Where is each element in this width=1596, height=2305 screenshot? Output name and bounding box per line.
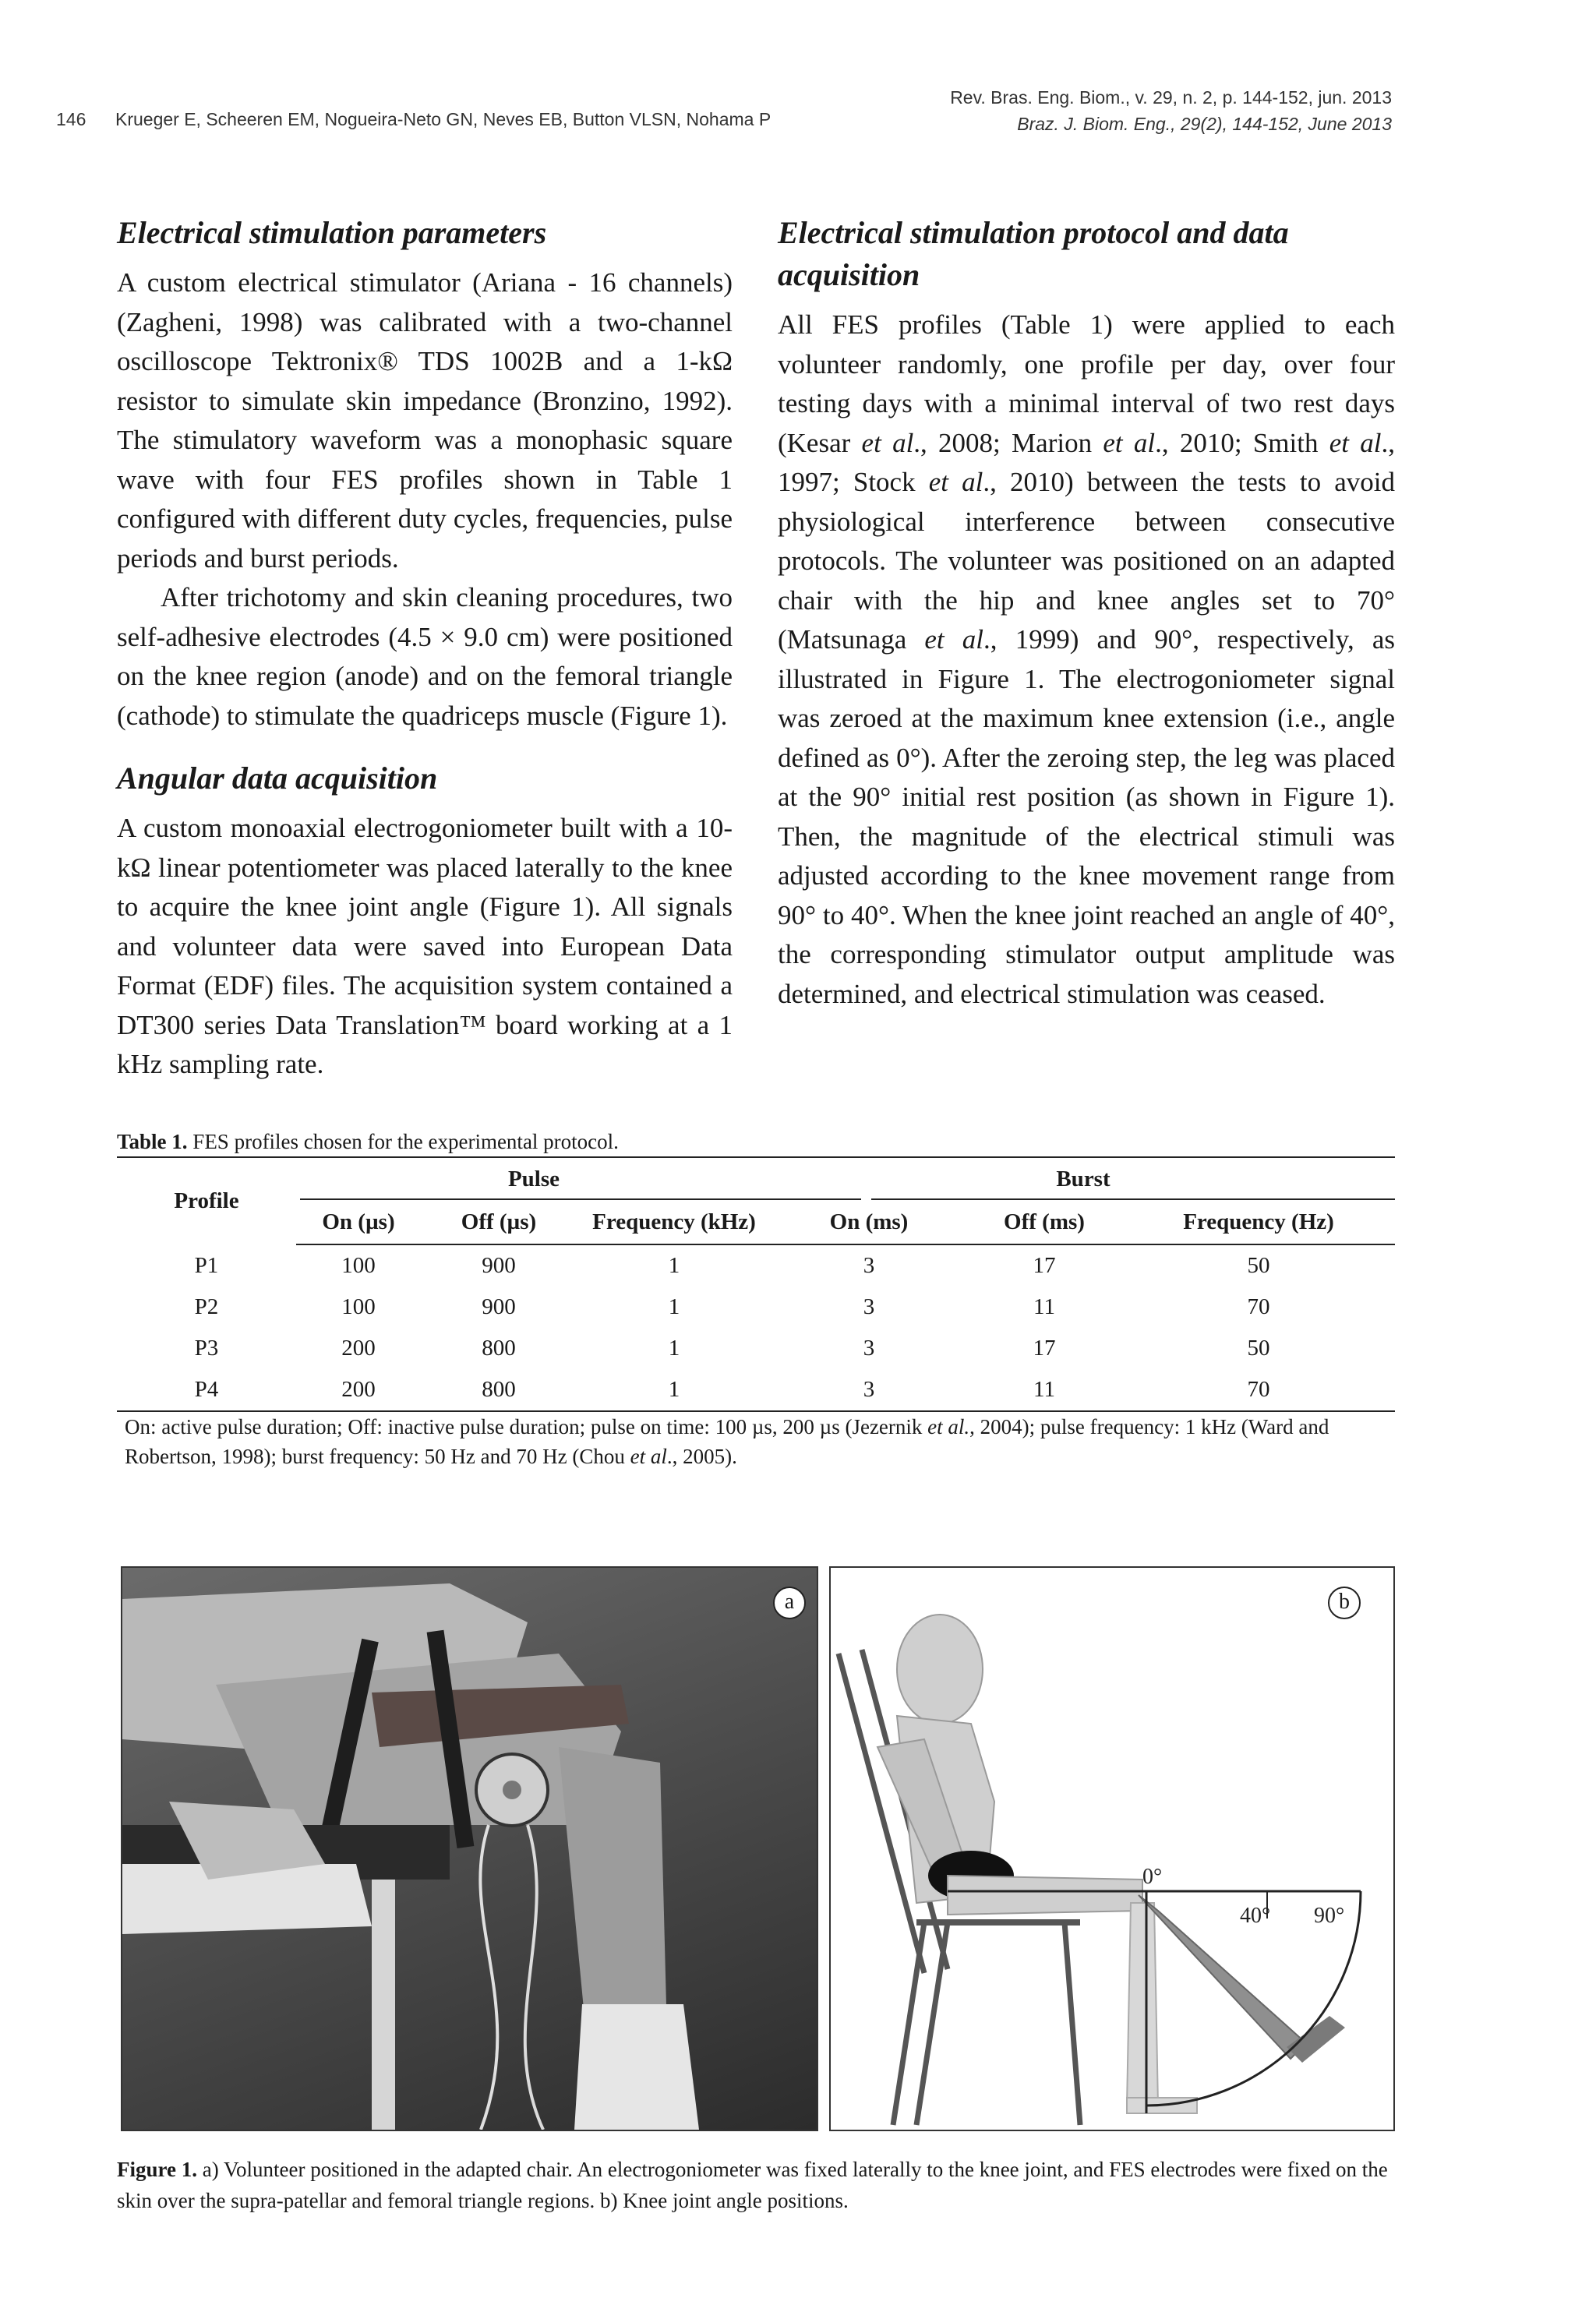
table-cell: P1	[194, 1252, 219, 1278]
page-number: 146	[56, 109, 87, 129]
knee-angle-diagram	[831, 1568, 1393, 2130]
journal-citation-en: Braz. J. Biom. Eng., 29(2), 144-152, June 2013	[1017, 114, 1392, 134]
table-col-header: Frequency (kHz)	[577, 1200, 772, 1244]
table-cell: 50	[1247, 1336, 1270, 1361]
figure-1a-photo	[121, 1566, 818, 2131]
table-cell: 1	[668, 1253, 680, 1278]
chair-leg	[1065, 1922, 1080, 2125]
table-cell: 100	[341, 1253, 376, 1278]
shank-90-deg	[1127, 1903, 1158, 2106]
table-cell: 200	[341, 1377, 376, 1402]
table-group-burst: Burst	[1056, 1166, 1110, 1191]
table-cell: 70	[1247, 1294, 1270, 1319]
angle-label-40: 40°	[1240, 1904, 1271, 1928]
table-caption: Table 1. FES profiles chosen for the experimental protocol.	[117, 1130, 619, 1153]
goniometer-hub	[503, 1781, 521, 1799]
section-heading-protocol: Electrical stimulation protocol and data acquisition	[778, 215, 1289, 292]
table-col-header: Frequency (Hz)	[1122, 1200, 1395, 1244]
table-cell: 200	[341, 1336, 376, 1361]
right-column	[778, 212, 1395, 1014]
figure-head	[897, 1615, 983, 1724]
table-cell: P4	[194, 1377, 219, 1402]
angle-label-0: 0°	[1142, 1865, 1163, 1889]
table-cell: 3	[863, 1253, 875, 1278]
table-col-header: On (ms)	[772, 1200, 966, 1244]
panel-label-b: b	[1328, 1587, 1361, 1619]
table-group-pulse: Pulse	[507, 1166, 560, 1191]
table-cell: P2	[194, 1294, 219, 1319]
left-column	[117, 212, 733, 1085]
paragraph-electrodes: After trichotomy and skin cleaning procedures, two self-adhesive electrodes (4.5 × 9.0 cm) were positioned on the knee region (anode) and on the femoral triangle (cathode) to stimulate the quadriceps muscle (Figure 1).	[117, 582, 733, 731]
table-cell: 50	[1247, 1253, 1270, 1278]
table-cell: 70	[1247, 1377, 1270, 1402]
table-col-header: Off (µs)	[421, 1200, 577, 1244]
table-row	[117, 1328, 1395, 1369]
fes-profiles-table	[117, 1156, 1395, 1412]
table-cell: 1	[668, 1294, 680, 1319]
journal-citation-pt: Rev. Bras. Eng. Biom., v. 29, n. 2, p. 144-152, jun. 2013	[950, 87, 1392, 108]
table-col-header: Off (ms)	[966, 1200, 1122, 1244]
burst-group-rule	[871, 1198, 1395, 1200]
table-cell: 100	[341, 1294, 376, 1319]
table-cell: 800	[482, 1377, 516, 1402]
sock-shape	[574, 2004, 699, 2130]
section-heading-angular-data: Angular data acquisition	[117, 761, 438, 796]
table-row	[117, 1287, 1395, 1328]
paragraph-stimulator: A custom electrical stimulator (Ariana - 16 channels) (Zagheni, 1998) was calibrated with a two-channel oscilloscope Tektronix® TDS 1002B and a 1-kΩ resistor to simulate skin impedance (Bronzino, 1992). The stimulatory waveform was a monophasic square wave with four FES profiles shown in Table 1 configured with different duty cycles, frequencies, pulse periods and burst periods.	[117, 267, 733, 574]
table-cell: 17	[1033, 1336, 1056, 1361]
section-heading-stim-parameters: Electrical stimulation parameters	[117, 215, 547, 250]
pulse-group-rule	[300, 1198, 861, 1200]
table-cell: 3	[863, 1294, 875, 1319]
running-authors: Krueger E, Scheeren EM, Nogueira-Neto GN, Neves EB, Button VLSN, Nohama P	[115, 109, 772, 129]
table-cell: 11	[1033, 1294, 1055, 1319]
table-footnote: On: active pulse duration; Off: inactive pulse duration; pulse on time: 100 µs, 200 µs (Jezernik et al., 2004); pulse frequency: 1 kHz (Ward and Robertson, 1998); burst frequency: 50 Hz and 70 Hz (Chou et al., 2005).	[125, 1415, 1329, 1468]
paragraph-protocol: All FES profiles (Table 1) were applied to each volunteer randomly, one profile per day, over four testing days with a minimal interval of two rest days (Kesar et al., 2008; Marion et al., 2010; Smith et al., 1997; Stock et al., 2010) between the tests to avoid physiological interference between consecutive protocols. The volunteer was positioned on an adapted chair with the hip and knee angles set to 70° (Matsunaga et al., 1999) and 90°, respectively, as illustrated in Figure 1. The electrogoniometer signal was zeroed at the maximum knee extension (i.e., angle defined as 0°). After the zeroing step, the leg was placed at the 90° initial rest position (as shown in Figure 1). Then, the magnitude of the electrical stimuli was adjusted according to the knee movement range from 90° to 40°. When the knee joint reached an angle of 40°, the corresponding stimulator output amplitude was determined, and electrical stimulation was ceased.	[778, 309, 1396, 1009]
table-header-profile: Profile	[174, 1188, 239, 1213]
chair-leg	[372, 1880, 395, 2130]
table-cell: 3	[863, 1377, 875, 1402]
cable	[480, 1825, 497, 2130]
figure-thigh	[948, 1876, 1142, 1915]
journal-citation	[950, 84, 1392, 137]
figure-1b-diagram	[829, 1566, 1395, 2131]
paragraph-electrogoniometer: A custom monoaxial electrogoniometer built with a 10-kΩ linear potentiometer was placed laterally to the knee to acquire the knee joint angle (Figure 1). All signals and volunteer data were saved into European Data Format (EDF) files. The acquisition system contained a DT300 series Data Translation™ board working at a 1 kHz sampling rate.	[117, 813, 733, 1079]
table-cell: 1	[668, 1336, 680, 1361]
chair-panel	[122, 1864, 372, 1934]
figure-caption: Figure 1. a) Volunteer positioned in the adapted chair. An electrogoniometer was fixed laterally to the knee joint, and FES electrodes were fixed on the skin over the supra-patellar and femoral triangle regions. b) Knee joint angle positions.	[117, 2158, 1388, 2212]
angle-label-90: 90°	[1314, 1904, 1345, 1928]
table-cell: 900	[482, 1253, 516, 1278]
table-row	[117, 1244, 1395, 1287]
table-cell: P3	[194, 1336, 219, 1361]
table-cell: 800	[482, 1336, 516, 1361]
table-cell: 17	[1033, 1253, 1056, 1278]
table-col-header: On (µs)	[296, 1200, 421, 1244]
shank-40-deg	[1139, 1895, 1306, 2059]
panel-label-a: a	[773, 1587, 806, 1619]
volunteer-photo	[122, 1568, 817, 2130]
table-row	[117, 1369, 1395, 1411]
table-cell: 3	[863, 1336, 875, 1361]
table-cell: 1	[668, 1377, 680, 1402]
cable	[525, 1825, 543, 2130]
table-cell: 900	[482, 1294, 516, 1319]
table-cell: 11	[1033, 1377, 1055, 1402]
